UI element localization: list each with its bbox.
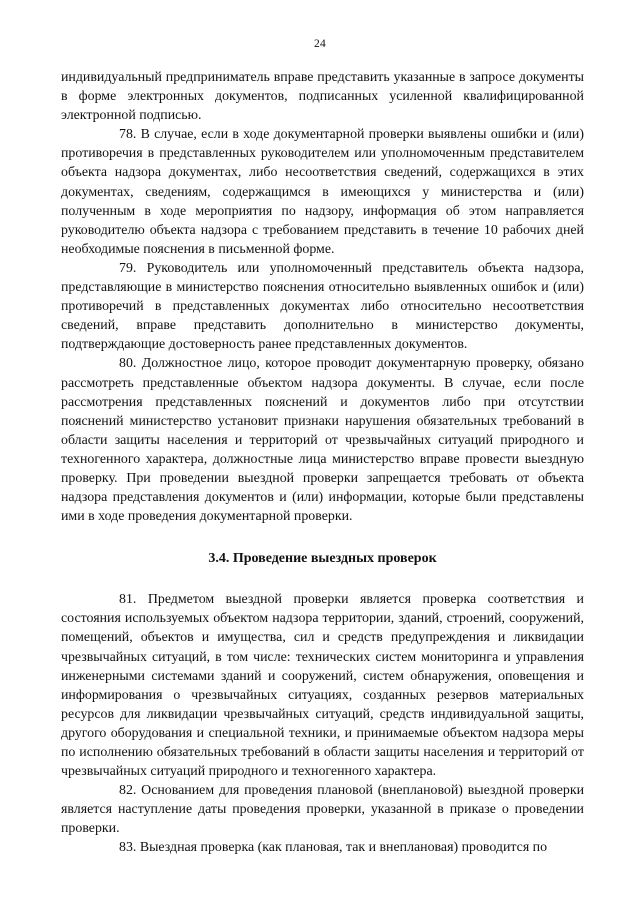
paragraph-78: 78. В случае, если в ходе документарной проверки выявлены ошибки и (или) противоречия в представленных руководителем или уполномоченным представителем объекта надзора документах, либо несоответствия сведений, содержащихся в этих документах, сведениям, содержащимся в имеющихся у министерства и (или) полученным в ходе мероприятия по надзору, информация об этом направляется руководителю объекта надзора с требованием представить в течение 10 рабочих дней необходимые пояснения в письменной форме.	[61, 127, 584, 257]
paragraph-82: 82. Основанием для проведения плановой (внеплановой) выездной проверки является наступление даты проведения проверки, указанной в приказе о проведении проверки.	[61, 783, 584, 837]
document-body	[61, 68, 584, 858]
paragraph-81: 81. Предметом выездной проверки является проверка соответствия и состояния используемых объектом надзора территории, зданий, строений, сооружений, помещений, объектов и имущества, сил и средств предупреждения и ликвидации чрезвычайных ситуаций, в том числе: технических систем мониторинга и управления инженерными системами зданий и сооружений, систем обнаружения, оповещения и информирования о чрезвычайных ситуациях, созданных резервов материальных ресурсов для ликвидации чрезвычайных ситуаций, средств индивидуальной защиты, другого оборудования и специальной техники, и принимаемые объектом надзора меры по исполнению обязательных требований в области защиты населения и территорий от чрезвычайных ситуаций природного и техногенного характера.	[61, 592, 584, 780]
page-number: 24	[314, 38, 326, 50]
paragraph-80: 80. Должностное лицо, которое проводит документарную проверку, обязано рассмотреть представленные объектом надзора документы. В случае, если после рассмотрения представленных пояснений и документов либо при отсутствии пояснений министерство установит признаки нарушения обязательных требований в области защиты населения и территорий от чрезвычайных ситуаций природного и техногенного характера, должностные лица министерство вправе провести выездную проверку. При проведении выездной проверки запрещается требовать от объекта надзора представления документов и (или) информации, которые были представлены ими в ходе проведения документарной проверки.	[61, 356, 584, 525]
paragraph-continuation: индивидуальный предприниматель вправе представить указанные в запросе документы в форме электронных документов, подписанных усиленной квалифицированной электронной подписью.	[61, 70, 584, 124]
section-heading: 3.4. Проведение выездных проверок	[208, 551, 437, 567]
paragraph-79: 79. Руководитель или уполномоченный представитель объекта надзора, представляющие в министерство пояснения относительно выявленных ошибок и (или) противоречий в представленных документах либо относительно несоответствия сведений, вправе представить дополнительно в министерство документы, подтверждающие достоверность ранее представленных документов.	[61, 260, 584, 353]
paragraph-83: 83. Выездная проверка (как плановая, так и внеплановая) проводится по	[119, 840, 548, 856]
